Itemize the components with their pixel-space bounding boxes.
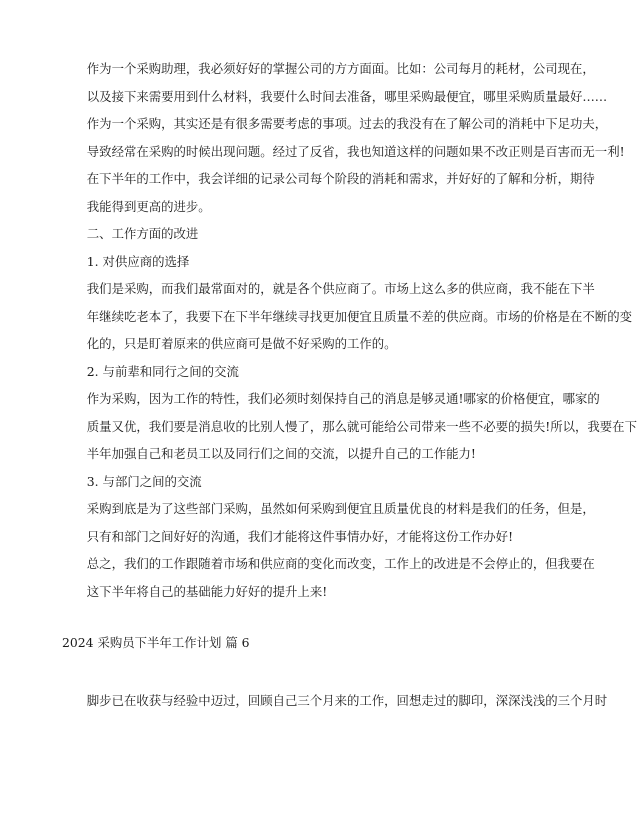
spacer <box>62 605 548 633</box>
paragraph-exchange <box>62 385 637 468</box>
text-line: 质量又优，我们要是消息收的比别人慢了，那么就可能给公司带来一些不必要的损失!所以，我要在下 <box>86 418 637 434</box>
text-line: 作为一个采购助理，我必须好好的掌握公司的方方面面。比如：公司每月的耗材，公司现在， <box>86 61 595 76</box>
text-line: 我们是采购，而我们最常面对的，就是各个供应商了。市场上这么多的供应商，我不能在下半 <box>86 281 595 296</box>
paragraph-conclusion <box>62 550 595 605</box>
text-line: 采购到底是为了这些部门采购，虽然如何采购到便宜且质量优良的材料是我们的任务，但是， <box>86 501 595 516</box>
item-heading-supplier: 1. 对供应商的选择 <box>86 253 190 269</box>
item-heading-departments: 3. 与部门之间的交流 <box>86 473 202 489</box>
text-line: 半年加强自己和老员工以及同行们之间的交流，以提升自己的工作能力! <box>86 446 476 461</box>
text-line: 作为一个采购，其实还是有很多需要考虑的事项。过去的我没有在了解公司的消耗中下足功夫， <box>86 116 608 131</box>
paragraph-supplier <box>62 275 632 358</box>
text-line: 以及接下来需要用到什么材料，我要什么时间去准备，哪里采购最便宜，哪里采购质量最好…… <box>86 88 608 104</box>
paragraph-assistant-role <box>62 55 608 110</box>
text-line: 这下半年将自己的基础能力好好的提升上来! <box>86 583 328 599</box>
section-heading: 二、工作方面的改进 <box>86 226 199 241</box>
document-page <box>62 55 637 715</box>
text-line: 脚步已在收获与经验中迈过，回顾自己三个月来的工作，回想走过的脚印，深深浅浅的三个月时 <box>86 693 608 708</box>
text-line: 化的，只是盯着原来的供应商可是做不好采购的工作的。 <box>86 336 397 351</box>
item-heading-exchange: 2. 与前辈和同行之间的交流 <box>86 363 239 379</box>
text-line: 我能得到更高的进步。 <box>86 198 211 214</box>
text-line: 只有和部门之间好好的沟通，我们才能将这件事情办好，才能将这份工作办好! <box>86 528 514 544</box>
paragraph-considerations <box>62 110 625 165</box>
paragraph-next-intro <box>62 687 608 715</box>
text-line: 导致经常在采购的时候出现问题。经过了反省，我也知道这样的问题如果不改正则是百害而无一利! <box>86 143 625 159</box>
text-line: 总之，我们的工作跟随着市场和供应商的变化而改变，工作上的改进是不会停止的，但我要在 <box>86 556 595 571</box>
document-section-title: 2024 采购员下半年工作计划 篇 6 <box>62 635 250 650</box>
text-line: 在下半年的工作中，我会详细的记录公司每个阶段的消耗和需求，并好好的了解和分析，期待 <box>86 171 595 186</box>
paragraph-second-half-plan <box>62 165 595 220</box>
spacer <box>62 653 548 687</box>
paragraph-departments <box>62 495 595 550</box>
text-line: 年继续吃老本了，我要下在下半年继续寻找更加便宜且质量不差的供应商。市场的价格是在不断的变 <box>86 308 632 324</box>
text-line: 作为采购，因为工作的特性，我们必须时刻保持自己的消息是够灵通!哪家的价格便宜，哪家的 <box>86 391 600 406</box>
